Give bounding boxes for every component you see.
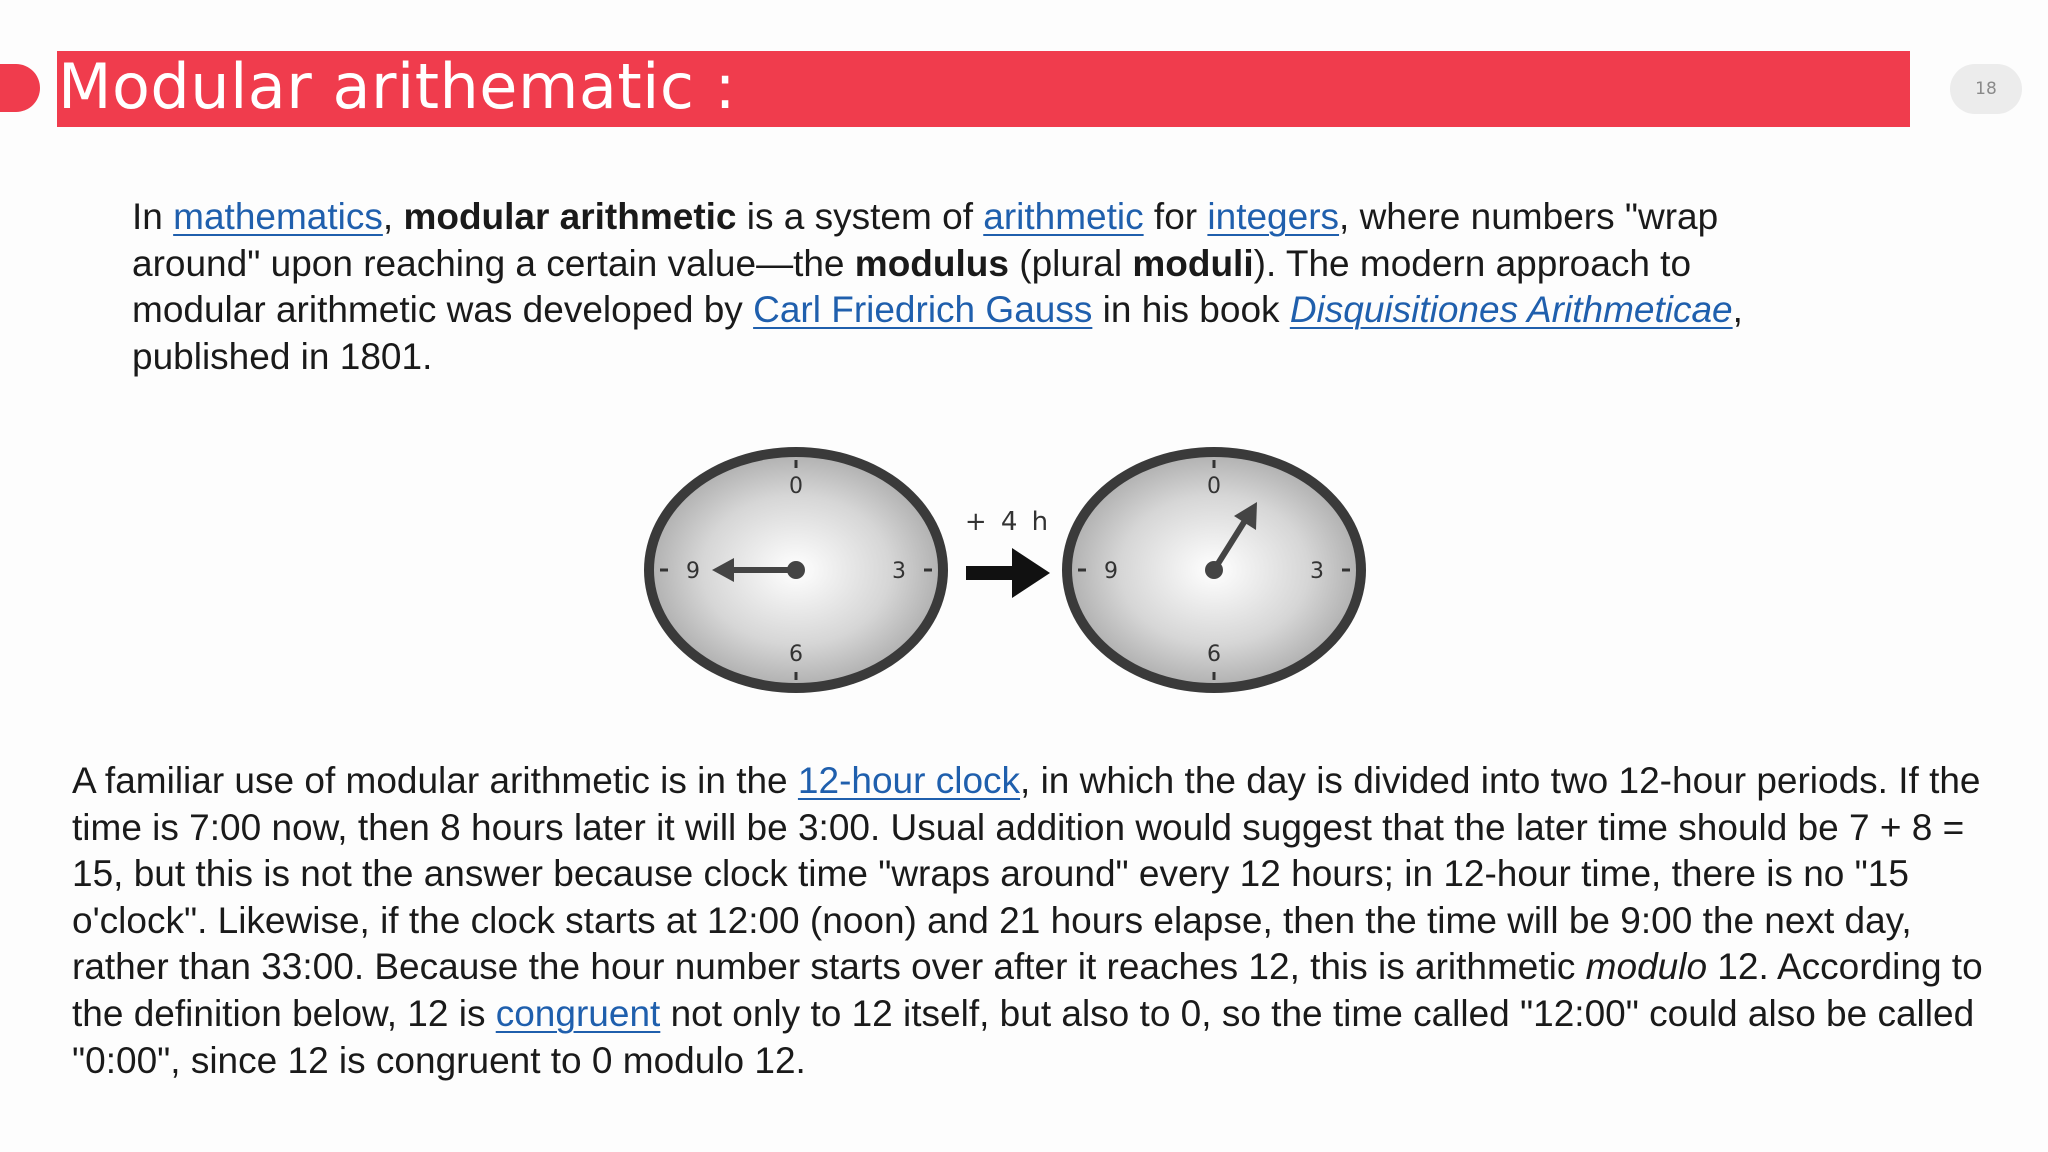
right-clock-label-9: 9 <box>1104 559 1118 584</box>
text-run: is a system of <box>736 196 984 237</box>
text-run: ). The modern approach to modular arithmetic was developed by <box>132 242 1692 331</box>
intro-paragraph <box>132 194 1772 380</box>
clock-figure <box>636 430 1376 710</box>
term-modulus: modulus <box>854 242 1009 284</box>
text-run: In <box>132 196 174 237</box>
right-clock-label-6: 6 <box>1207 642 1221 667</box>
text-run: not only to 12 itself, but also to 0, so the time called "12:00" could also be called "0:00", since 12 is congruent to 0 modulo 12. <box>72 992 1975 1081</box>
right-clock-label-3: 3 <box>1310 559 1324 584</box>
right-clock-label-0: 0 <box>1207 474 1221 499</box>
term-modular-arithmetic: modular arithmetic <box>403 196 737 237</box>
clock-paragraph <box>72 758 1992 1084</box>
right-clock-hub <box>1205 561 1223 579</box>
title-accent-tab <box>0 64 40 112</box>
link-mathematics[interactable]: mathematics <box>173 196 383 237</box>
text-run: , where numbers "wrap around" upon reaching a certain value—the <box>132 196 1719 284</box>
text-run: , in which the day is divided into two 12-hour periods. If the time is 7:00 now, then 8 hours later it will be 3:00. Usual addition would suggest that the later time should be 7 + 8 = 15, but this is not the answer because clock time "wraps around" every 12 hours; in 12-hour time, there is no "15 o'clock". Likewise, if the clock starts at 12:00 (noon) and 21 hours elapse, then the time will be 9:00 the next day, rather than 33:00. Because the hour number starts over after it reaches 12, this is arithmetic <box>72 760 1981 988</box>
link-12-hour-clock[interactable]: 12-hour clock <box>797 760 1021 801</box>
term-moduli: moduli <box>1132 242 1254 284</box>
link-carl-friedrich-gauss[interactable]: Carl Friedrich Gauss <box>753 289 1093 331</box>
left-clock-label-3: 3 <box>892 559 906 584</box>
text-run: (plural <box>1008 242 1133 284</box>
link-congruent[interactable]: congruent <box>495 992 661 1034</box>
left-clock <box>644 447 948 693</box>
term-modulo: modulo <box>1585 946 1708 988</box>
left-clock-label-0: 0 <box>789 474 803 499</box>
text-run: , <box>382 196 404 237</box>
slide-title: Modular arithematic : <box>58 50 737 123</box>
page-number-badge: 18 <box>1950 64 2022 114</box>
left-clock-label-9: 9 <box>686 559 700 584</box>
text-run: 12. According to the definition below, 12 is <box>72 946 1983 1034</box>
right-clock <box>1062 447 1366 693</box>
text-run: , published in 1801. <box>132 289 1743 377</box>
left-clock-label-6: 6 <box>789 642 803 667</box>
link-disquisitiones-arithmeticae[interactable]: Disquisitiones Arithmeticae <box>1289 289 1733 331</box>
text-run: for <box>1143 196 1208 237</box>
link-arithmetic[interactable]: arithmetic <box>983 196 1144 237</box>
text-run: in his book <box>1092 289 1290 331</box>
link-integers[interactable]: integers <box>1207 196 1340 237</box>
arrow-label: + 4 h <box>964 507 1052 537</box>
text-run: A familiar use of modular arithmetic is in the <box>72 760 798 801</box>
left-clock-hub <box>787 561 805 579</box>
right-arrow-icon <box>966 548 1050 598</box>
